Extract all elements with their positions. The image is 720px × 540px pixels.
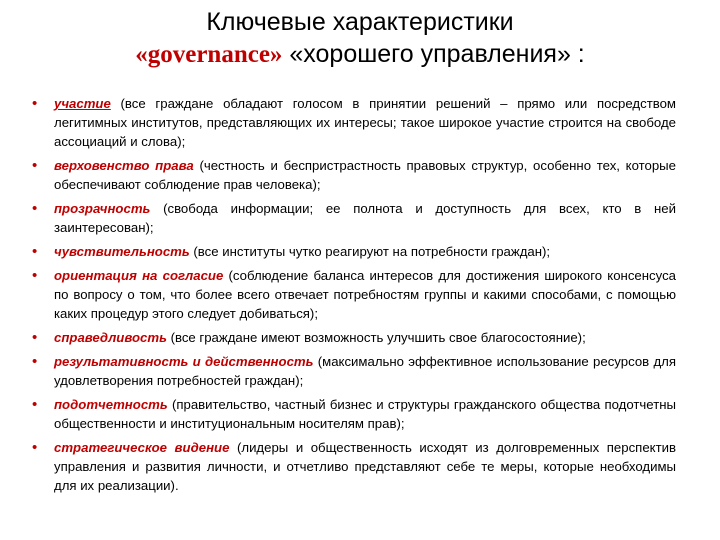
bullet-dot-icon: • [32,95,38,112]
list-item-transparency [32,199,676,237]
title-line-1: Ключевые характеристики [206,8,514,36]
list-item-strategic-vision [32,438,676,495]
item-term: прозрачность [54,201,151,216]
list-item-responsiveness [32,242,676,261]
bullet-dot-icon: • [32,353,38,370]
item-description: (честность и беспристрастность правовых структур, особенно тех, которые обеспечивают соблюдение прав человека); [54,158,676,192]
bullet-dot-icon: • [32,439,38,456]
characteristics-list [32,94,676,500]
item-description: (все граждане обладают голосом в принятии решений – прямо или посредством легитимных институтов, представляющих их интересы; такое широкое участие строится на свободе ассоциаций и слова); [54,96,676,149]
item-description: (свобода информации; ее полнота и доступность для всех, кто в ней заинтересован); [54,201,676,235]
item-term: участие [54,96,111,111]
item-description: (все институты чутко реагируют на потребности граждан); [189,244,551,259]
item-term: ориентация на согласие [54,268,224,283]
item-description: (лидеры и общественность исходят из долговременных перспектив управления и развития личности, и отчетливо представляют себе те меры, которые необходимы для их реализации). [54,440,676,493]
bullet-dot-icon: • [32,200,38,217]
bullet-dot-icon: • [32,329,38,346]
list-item-effectiveness [32,352,676,390]
item-term: верховенство права [54,158,194,173]
bullet-dot-icon: • [32,396,38,413]
item-term: справедливость [54,330,167,345]
item-term: чувствительность [54,244,190,259]
list-item-consensus-orientation [32,266,676,323]
title-keyword: «governance» [135,41,283,68]
slide-title [40,6,680,71]
item-term: результативность и действенность [54,354,314,369]
list-item-participation [32,94,676,151]
item-term: подотчетность [54,397,168,412]
item-description: (максимально эффективное использование ресурсов для удовлетворения потребностей граждан); [54,354,676,388]
title-line-2-rest: «хорошего управления» : [282,40,585,68]
item-term: стратегическое видение [54,440,230,455]
item-description: (правительство, частный бизнес и структуры гражданского общества подотчетны общественности и институциональным носителям прав); [54,397,676,431]
list-item-accountability [32,395,676,433]
list-item-equity [32,328,676,347]
item-description: (все граждане имеют возможность улучшить свое благосостояние); [166,330,586,345]
bullet-dot-icon: • [32,267,38,284]
bullet-dot-icon: • [32,243,38,260]
list-item-rule-of-law [32,156,676,194]
item-description: (соблюдение баланса интересов для достижения широкого консенсуса по вопросу о том, что более всего отвечает потребностям группы и какими способами, с помощью каких процедур этого следует добиваться); [54,268,676,321]
title-line-2 [40,38,680,71]
bullet-dot-icon: • [32,157,38,174]
